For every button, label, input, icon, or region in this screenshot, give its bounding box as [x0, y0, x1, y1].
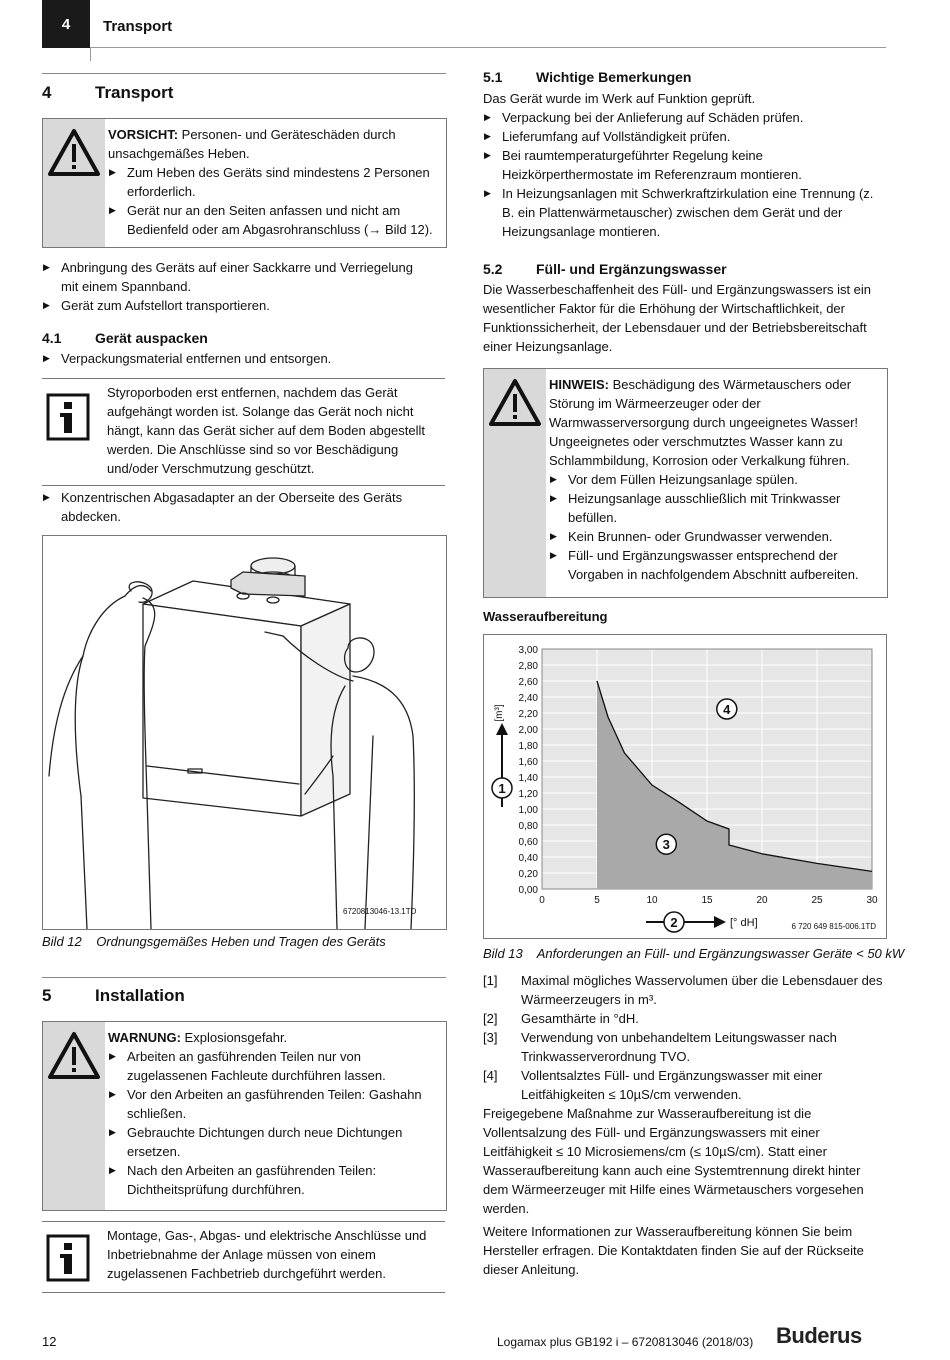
notice-label: HINWEIS:: [549, 377, 609, 392]
y-tick-label: 1,80: [518, 741, 538, 752]
notice-item: ▶ Kein Brunnen- oder Grundwasser verwenden.: [549, 527, 879, 546]
region-label: 3: [662, 837, 670, 853]
x-tick-label: 25: [811, 895, 823, 906]
x-tick-label: 10: [646, 895, 658, 906]
legend-text: Maximal mögliches Wasservolumen über die Lebensdauer des Wärmeerzeugers in m³.: [521, 973, 883, 1007]
warning-item: ▶ Nach den Arbeiten an gasführenden Teilen: Dichtheitsprüfung durchführen.: [108, 1161, 438, 1199]
x-tick-labels: [539, 895, 878, 906]
y-tick-label: 0,40: [518, 853, 538, 864]
paragraph: Weitere Informationen zur Wasseraufbereitung können Sie beim Hersteller erfragen. Die Kontaktdaten finden Sie auf der Rückseite dieser Anleitung.: [483, 1224, 864, 1277]
header-tick: [90, 47, 91, 61]
notice-message: Beschädigung des Wärmetauschers oder Störung im Wärmeerzeuger oder der Warmwasserversorgung durch ungeeignetes Wasser!: [549, 377, 859, 430]
step-item: ▶ Verpackungsmaterial entfernen und entsorgen.: [42, 349, 432, 368]
warning-label: WARNUNG:: [108, 1030, 181, 1045]
warning-text: [108, 1028, 438, 1047]
warning-message: Explosionsgefahr.: [180, 1030, 288, 1045]
y-tick-label: 0,60: [518, 837, 538, 848]
warning-triangle-icon: [43, 119, 105, 189]
document-reference: Logamax plus GB192 i – 6720813046 (2018/03): [497, 1335, 754, 1349]
water-treatment-chart: [484, 635, 886, 938]
figure-12-caption: Bild 12 Ordnungsgemäßes Heben und Tragen des Geräts: [42, 934, 386, 949]
notice-item: ▶ Vor dem Füllen Heizungsanlage spülen.: [549, 470, 879, 489]
running-header-title: Transport: [103, 18, 173, 35]
section-5-2-paragraphs: [483, 1104, 887, 1279]
notice-text-2: Ungeeignetes oder verschmutztes Wasser kann zu Schlammbildung, Korrosion oder Verkalkung führen.: [549, 434, 850, 468]
caution-item: ▶ Zum Heben des Geräts sind mindestens 2 Personen erforderlich.: [108, 163, 438, 201]
section-title: Gerät auspacken: [95, 330, 208, 346]
section-number: 5.1: [483, 69, 503, 85]
step-item: ▶ Konzentrischen Abgasadapter an der Oberseite des Geräts abdecken.: [42, 488, 432, 526]
transport-steps: [42, 258, 432, 315]
y-tick-label: 2,80: [518, 661, 538, 672]
legend-key: [4]: [483, 1068, 498, 1083]
legend-item: [483, 971, 887, 1009]
warning-sidebar: [43, 1022, 105, 1210]
warning-triangle-icon: [484, 369, 546, 439]
figure-13-legend: [483, 971, 887, 1104]
notice-box: [483, 368, 888, 598]
y-tick-labels: [519, 645, 539, 896]
info-text: Styroporboden erst entfernen, nachdem das Gerät aufgehängt worden ist. Solange das Gerät noch nicht hängt, kann das Gerät sicher auf dem Boden abgestellt werden. Die Anschlüsse sind so vor Beschädigung und/oder Verschmutzung geschützt.: [107, 385, 425, 476]
unpack-steps-2: [42, 488, 432, 526]
legend-item: [483, 1066, 887, 1104]
legend-text: Vollentsalztes Füll- und Ergänzungswasser mit einer Leitfähigkeiten ≤ 10µS/cm verwenden.: [521, 1068, 823, 1102]
step-item: ▶ Verpackung bei der Anlieferung auf Schäden prüfen.: [483, 108, 887, 127]
y-tick-label: 0,80: [518, 821, 538, 832]
figure-13-heading: Wasseraufbereitung: [483, 609, 608, 624]
section-5-2-body: [483, 280, 887, 356]
figure-13: [483, 634, 887, 939]
caution-sidebar: [43, 119, 105, 247]
section-4-1-heading: [42, 329, 446, 349]
section-5-1-body: [483, 89, 887, 241]
legend-item: [483, 1028, 887, 1066]
x-tick-label: 30: [866, 895, 878, 906]
section-4-heading: [42, 83, 446, 105]
caution-text: [108, 125, 438, 163]
x-tick-label: 0: [539, 895, 545, 906]
section-rule: [42, 73, 446, 74]
step-item: ▶ In Heizungsanlagen mit Schwerkraftzirkulation eine Trennung (z. B. ein Plattenwärmetauscher) zwischen dem Gerät und der Heizungsanlage montieren.: [483, 184, 887, 241]
legend-text: Gesamthärte in °dH.: [521, 1011, 639, 1026]
section-5-1-heading: [483, 68, 887, 88]
caution-label: VORSICHT:: [108, 127, 179, 142]
section-number: 5: [42, 986, 52, 1005]
y-tick-label: 0,00: [518, 885, 538, 896]
y-tick-label: 2,60: [518, 677, 538, 688]
x-axis-indicator: [646, 912, 758, 932]
header-rule: [90, 47, 886, 48]
y-tick-label: 1,20: [518, 789, 538, 800]
x-axis-label: [° dH]: [730, 917, 758, 929]
chapter-number: 4: [61, 15, 71, 33]
x-tick-label: 15: [701, 895, 713, 906]
notice-sidebar: [484, 369, 546, 597]
figure-13-caption: Bild 13 Anforderungen an Füll- und Ergänzungswasser Geräte < 50 kW: [483, 946, 905, 961]
x-tick-label: 20: [756, 895, 768, 906]
caution-message: Personen- und Geräteschäden durch unsachgemäßes Heben.: [108, 127, 396, 161]
y-axis-label: [m³]: [494, 704, 505, 722]
caution-item: ▶ Gerät nur an den Seiten anfassen und nicht am Bedienfeld oder am Abgasrohranschluss (→ Bild 12).: [108, 201, 438, 239]
paragraph: Die Wasserbeschaffenheit des Füll- und Ergänzungswassers ist ein wesentlicher Faktor für die Erhöhung der Wirtschaftlichkeit, der Funktionssicherheit, der Lebensdauer und der Betriebsbereitschaft einer Heizungsanlage.: [483, 282, 872, 354]
section-title: Installation: [95, 986, 185, 1005]
info-icon: [46, 393, 90, 441]
info-icon: [46, 1234, 90, 1282]
section-title: Transport: [95, 83, 174, 102]
page-number: 12: [42, 1334, 57, 1349]
warning-triangle-icon: [43, 1022, 105, 1092]
legend-key: [3]: [483, 1030, 498, 1045]
legend-text: Verwendung von unbehandeltem Leitungswasser nach Trinkwasserverordnung TVO.: [521, 1030, 837, 1064]
section-5-heading: [42, 986, 446, 1008]
y-tick-label: 3,00: [518, 645, 538, 656]
buderus-logo: Buderus: [776, 1323, 862, 1348]
notice-item: ▶ Heizungsanlage ausschließlich mit Trinkwasser befüllen.: [549, 489, 879, 527]
info-text: Montage, Gas-, Abgas- und elektrische Anschlüsse und Inbetriebnahme der Anlage müssen von einem zugelassenen Fachbetrieb durchgeführt werden.: [107, 1228, 427, 1281]
chapter-tab: [42, 0, 90, 48]
unpack-steps: [42, 349, 432, 368]
section-title: Füll- und Ergänzungswasser: [536, 261, 727, 277]
figure-code: 6 720 649 815-006.1TD: [791, 922, 876, 931]
warning-item: ▶ Gebrauchte Dichtungen durch neue Dichtungen ersetzen.: [108, 1123, 438, 1161]
section-number: 4: [42, 83, 52, 102]
section-number: 5.2: [483, 261, 503, 277]
info-box: [42, 1221, 445, 1293]
warning-item: ▶ Vor den Arbeiten an gasführenden Teilen: Gashahn schließen.: [108, 1085, 438, 1123]
legend-item: [483, 1009, 887, 1028]
step-item: ▶ Lieferumfang auf Vollständigkeit prüfen.: [483, 127, 887, 146]
section-rule: [42, 977, 446, 978]
legend-key: [2]: [483, 1011, 498, 1026]
y-axis-indicator: [492, 704, 512, 807]
y-tick-label: 2,00: [518, 725, 538, 736]
warning-box: [42, 1021, 447, 1211]
section-title: Wichtige Bemerkungen: [536, 69, 692, 85]
step-item: ▶ Anbringung des Geräts auf einer Sackkarre und Verriegelung mit einem Spannband.: [42, 258, 432, 296]
y-tick-label: 1,60: [518, 757, 538, 768]
notice-text: [549, 375, 879, 432]
step-item: ▶ Bei raumtemperaturgeführter Regelung keine Heizkörperthermostate im Referenzraum montieren.: [483, 146, 887, 184]
y-tick-label: 1,00: [518, 805, 538, 816]
warning-item: ▶ Arbeiten an gasführenden Teilen nur von zugelassenen Fachleute durchführen lassen.: [108, 1047, 438, 1085]
y-tick-label: 2,40: [518, 693, 538, 704]
y-tick-label: 0,20: [518, 869, 538, 880]
intro-text: Das Gerät wurde im Werk auf Funktion geprüft.: [483, 91, 756, 106]
section-5-2-heading: [483, 260, 887, 280]
figure-code: 6720813046-13.1TD: [343, 907, 417, 916]
axis-marker-2: 2: [670, 915, 678, 930]
axis-marker-1: 1: [498, 781, 506, 796]
lifting-illustration: [43, 536, 446, 929]
legend-key: [1]: [483, 973, 498, 988]
y-tick-label: 2,20: [518, 709, 538, 720]
y-tick-label: 1,40: [518, 773, 538, 784]
notice-item: ▶ Füll- und Ergänzungswasser entsprechend der Vorgaben in nachfolgendem Abschnitt aufbereiten.: [549, 546, 879, 584]
info-box: [42, 378, 445, 486]
figure-12: [42, 535, 447, 930]
step-item: ▶ Gerät zum Aufstellort transportieren.: [42, 296, 432, 315]
section-number: 4.1: [42, 330, 62, 346]
paragraph: Freigegebene Maßnahme zur Wasseraufbereitung ist die Vollentsalzung des Füll- und Ergänzungswassers mit einer Leitfähigkeit ≤ 10 Microsiemens/cm (≤ 10µS/cm). Statt einer Wasseraufbereitung kann auch eine Systemtrennung direkt hinter dem Wärmeerzeuger mit Hilfe eines Wärmetauschers vorgesehen werden.: [483, 1106, 864, 1216]
x-tick-label: 5: [594, 895, 600, 906]
region-label: 4: [723, 702, 731, 717]
caution-box: [42, 118, 447, 248]
